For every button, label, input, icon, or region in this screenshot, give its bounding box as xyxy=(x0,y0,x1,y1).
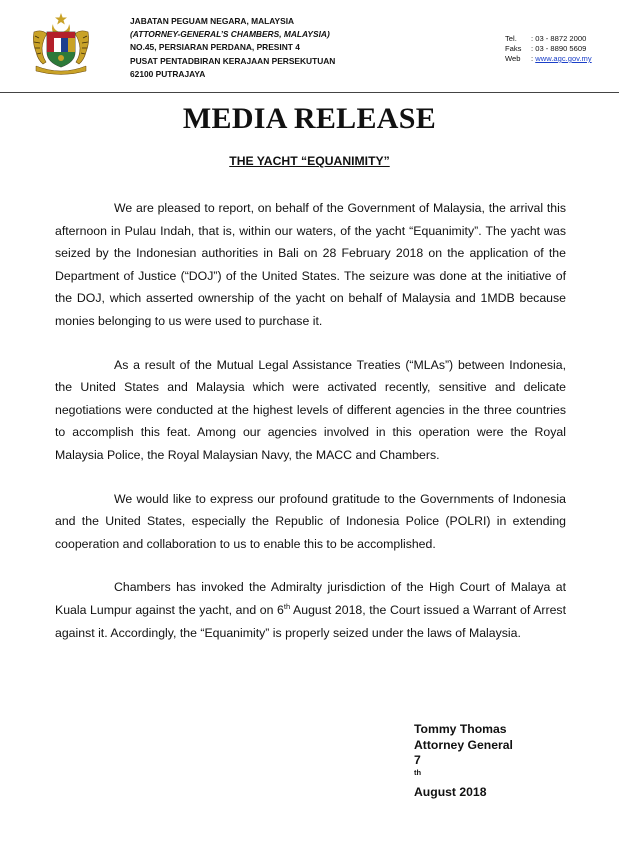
release-date-day: 7 xyxy=(414,753,421,768)
release-body xyxy=(55,197,566,665)
paragraph-1: We are pleased to report, on behalf of the Government of Malaysia, the arrival this afternoon in Pulau Indah, that is, within our waters, of the yacht “Equanimity”. The yacht was seized by the Indonesian authorities in Bali on 28 February 2018 on the application of the Department of Justice (“DOJ”) of the United States. The seizure was done at the initiative of the DOJ, which asserted ownership of the yacht on behalf of Malaysia and 1MDB because monies belonging to us were used to purchase it. xyxy=(55,201,566,328)
letterhead xyxy=(0,0,619,93)
fax-label: Faks xyxy=(505,44,522,53)
document-subtitle: THE YACHT “EQUANIMITY” xyxy=(229,154,390,168)
telephone-number: : 03 - 8872 2000 xyxy=(531,34,587,43)
paragraph-2: As a result of the Mutual Legal Assistance Treaties (“MLAs”) between Indonesia, the United States and Malaysia which were activated recently, sensitive and delicate negotiations were conducted at the highest levels of different agencies in the three countries to accomplish this feat. Among our agencies involved in this operation were the Royal Malaysia Police, the Royal Malaysian Navy, the MACC and Chambers. xyxy=(55,357,566,462)
address-line-3: 62100 PUTRAJAYA xyxy=(130,68,206,79)
contact-block xyxy=(505,34,592,64)
address-line-1: NO.45, PERSIARAN PERDANA, PRESINT 4 xyxy=(130,42,300,53)
telephone-label: Tel. xyxy=(505,34,517,43)
agency-address-block xyxy=(130,15,335,81)
coat-of-arms-icon xyxy=(30,12,92,76)
release-date-suffix: th xyxy=(414,768,422,778)
telephone-row xyxy=(505,34,592,44)
release-date-month-year: August 2018 xyxy=(414,784,487,799)
fax-row xyxy=(505,44,592,54)
web-label: Web xyxy=(505,54,521,63)
paragraph-4-part-2: August 2018, the Court issued a Warrant of Arrest against it. Accordingly, the “Equanimity” is properly seized under the laws of Malaysia. xyxy=(55,602,566,640)
signatory-name: Tommy Thomas xyxy=(414,722,507,736)
website-link[interactable]: www.agc.gov.my xyxy=(535,54,592,63)
document-title: MEDIA RELEASE xyxy=(182,102,437,135)
signature-block xyxy=(414,722,513,801)
ordinal-suffix: th xyxy=(283,601,291,611)
agency-name: JABATAN PEGUAM NEGARA, MALAYSIA xyxy=(130,16,295,26)
release-date xyxy=(414,753,513,800)
header-divider xyxy=(0,92,619,93)
web-row: Web : www.agc.gov.my xyxy=(505,54,592,63)
paragraph-4-part-1: Chambers has invoked the Admiralty jurisdiction of the High Court of Malaya at Kuala Lumpur against the yacht, and on 6 xyxy=(55,580,566,617)
paragraph-4 xyxy=(55,576,566,644)
agency-name-english: (ATTORNEY-GENERAL’S CHAMBERS, MALAYSIA) xyxy=(130,29,330,40)
paragraph-3: We would like to express our profound gratitude to the Governments of Indonesia and the United States, especially the Republic of Indonesia Police (POLRI) in extending cooperation and collaboration to us to enable this to be accomplished. xyxy=(55,491,566,551)
signatory-position: Attorney General xyxy=(414,737,513,752)
address-line-2: PUSAT PENTADBIRAN KERAJAAN PERSEKUTUAN xyxy=(130,55,336,66)
fax-number: : 03 - 8890 5609 xyxy=(531,44,587,53)
